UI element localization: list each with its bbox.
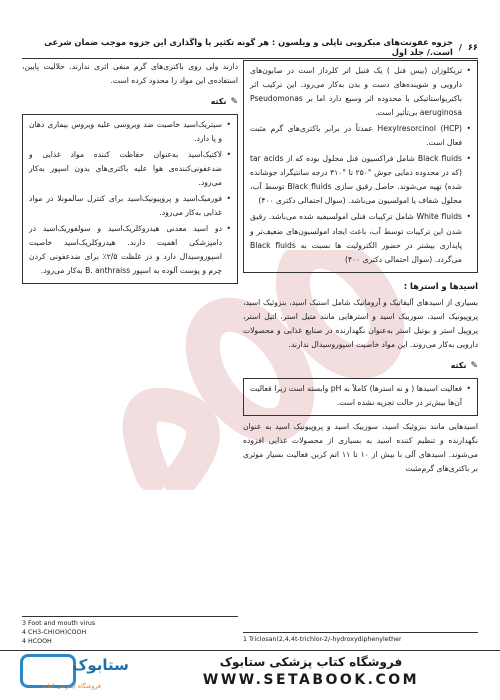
list-item: • لاکتیک‌اسید به‌عنوان حفاظت کننده مواد غذایی و ضدعفونی‌کننده‌ی هوا علیه باکتری‌های بدون اسپور به‌کار می‌رود. [29,148,231,190]
slash-divider: / [458,42,462,52]
footer-website[interactable]: WWW.SETABOOK.COM [202,672,420,688]
logo-word: ستابوک [72,656,129,674]
footnote: 4 HCOOH [22,638,52,646]
phenol-notes-box [243,60,478,273]
header-title: جزوه عفونت‌های میکروبی تاپلی و ویلسون : هر گونه تکثیر یا واگذاری این جزوه موجب ضمان شرعی است./ جلد اول [44,37,453,57]
list-item: • فعالیت اسیدها ( و نه استرها) کاملاً به pH وابسته است زیرا فعالیت آن‌ها بیش‌تر در حالت تجزیه نشده است. [250,382,471,410]
setabook-logo [20,654,130,696]
list-item: • دو اسید معدنی هیدروکلریک‌اسید و سولفوریک‌اسید در دامپزشکی اهمیت دارند. هیدروکلریک‌اسید خاصیت اسپوروسیدال دارد و در غلظت ۲/۵٪ برای ضدعفونی کردن چرم و پوست آلوده به اسپور B. anthraiss به‌کار می‌رود. [29,222,231,278]
page-header [22,38,478,59]
right-column [243,60,478,476]
list-item: • تریکلوزان (بیس فنل ) یک فنیل اتر کلرداز است در صابون‌های دارویی و شوینده‌های دست و بدن به‌کار می‌رود. این ترکیب اثر باکتریواستاتیکی با محدوده اثر وسیع دارد اما بر Pseudomonas aeruginosa بی‌تأثیر است. [250,64,471,120]
left-column [22,60,238,284]
footer-divider [0,650,500,651]
list-item: • White fluids شامل ترکیبات فنلی امولسیفیه شده می‌باشد. رقیق شدن این ترکیبات توسط آب، باعث ایجاد امولسیون‌های ضعیف‌تر و پایداری بیشتر در حضور الکترولیت ها نسبت به Black fluids می‌گردد. (سوال احتمالی دکتری ۴۰۰) [250,210,471,266]
list-item: • فورمیک‌اسید و پروپیونیک‌اسید برای کنترل سالمونلا در مواد غذایی به‌کار می‌رود. [29,192,231,220]
ph-note-box [243,378,478,416]
section-heading: اسیدها و استرها : [403,280,478,291]
footer-store-name: فروشگاه کتاب پزشکی ستابوک [219,655,403,669]
note-label: نکته [210,97,227,107]
acids-notes-box [22,114,238,285]
paragraph: اسیدهایی مانند بنزوئیک اسید، سوربیک اسید و پروپیونیک اسید به عنوان نگهدارنده و تنظیم کننده اسید به بسیاری از محصولات غذایی افزوده می‌شوند. اسیدهای آلی با بیش از ۱۰ تا ۱۱ اتم کربن فعالیت بسیار موثری بر باکتری‌های گرم‌مثبت [243,422,478,474]
paragraph: بسیاری از اسیدهای آلیفاتیک و آروماتیک شامل استیک اسید، بنزوئیک اسید، پروپیونیک اسید، سوربیک اسید و استرهایی مانند متیل استر، اتیل استر، پروپیل استر و بوتیل استر به‌عنوان نگهدارنده در صنایع غذایی و محصولات دارویی به‌کار می‌روند. این مواد خاصیت اسپوروسیدال ندارند. [243,298,478,350]
note-heading [22,94,238,111]
pen-icon: ✎ [470,361,478,372]
footnotes-left [22,616,238,646]
page-number: ۶۶ [467,42,478,52]
logo-subtitle: فروشگاه اینترنتی کتاب [42,683,101,690]
footer-branding [146,655,476,688]
pen-icon: ✎ [230,97,238,108]
note-label: نکته [450,361,467,371]
note-heading [243,358,478,375]
paragraph: دارند ولی روی باکتری‌های گرم منفی اثری ندارند. حلالیت پایین، استفاده‌ی این مواد را محدود کرده است. [22,62,238,86]
list-item: • سیتریک‌اسید خاصیت ضد ویروسی علیه ویروس بیماری دهان و پا دارد. [29,118,231,146]
header-left-block [22,37,478,57]
footnote: 4 CH3-CH(OH)COOH [22,629,87,637]
footnote: 3 Foot and mouth virus [22,620,96,627]
footnote: 1 Triclosan(2,4,4t-trichlor-2/-hydroxydiphenylether [243,636,402,643]
list-item: • Black fluids شامل فراکسیون فنل محلول بوده که از tar acids (که در محدوده دمایی جوش °۲۵۰ تا °۳۱۰ درجه سانتیگراد جوشانده شده) تهیه می‌شوند. حاصل رقیق سازی Black fluids توسط آب، محلول شفاف یا امولسیون می‌باشد. (سوال احتمالی دکتری ۴۰۰) [250,152,471,208]
footnotes-right [243,632,478,644]
list-item: • (HCP) Hexylresorcinol عمدتاً در برابر باکتری‌های گرم مثبت فعال است. [250,122,471,150]
